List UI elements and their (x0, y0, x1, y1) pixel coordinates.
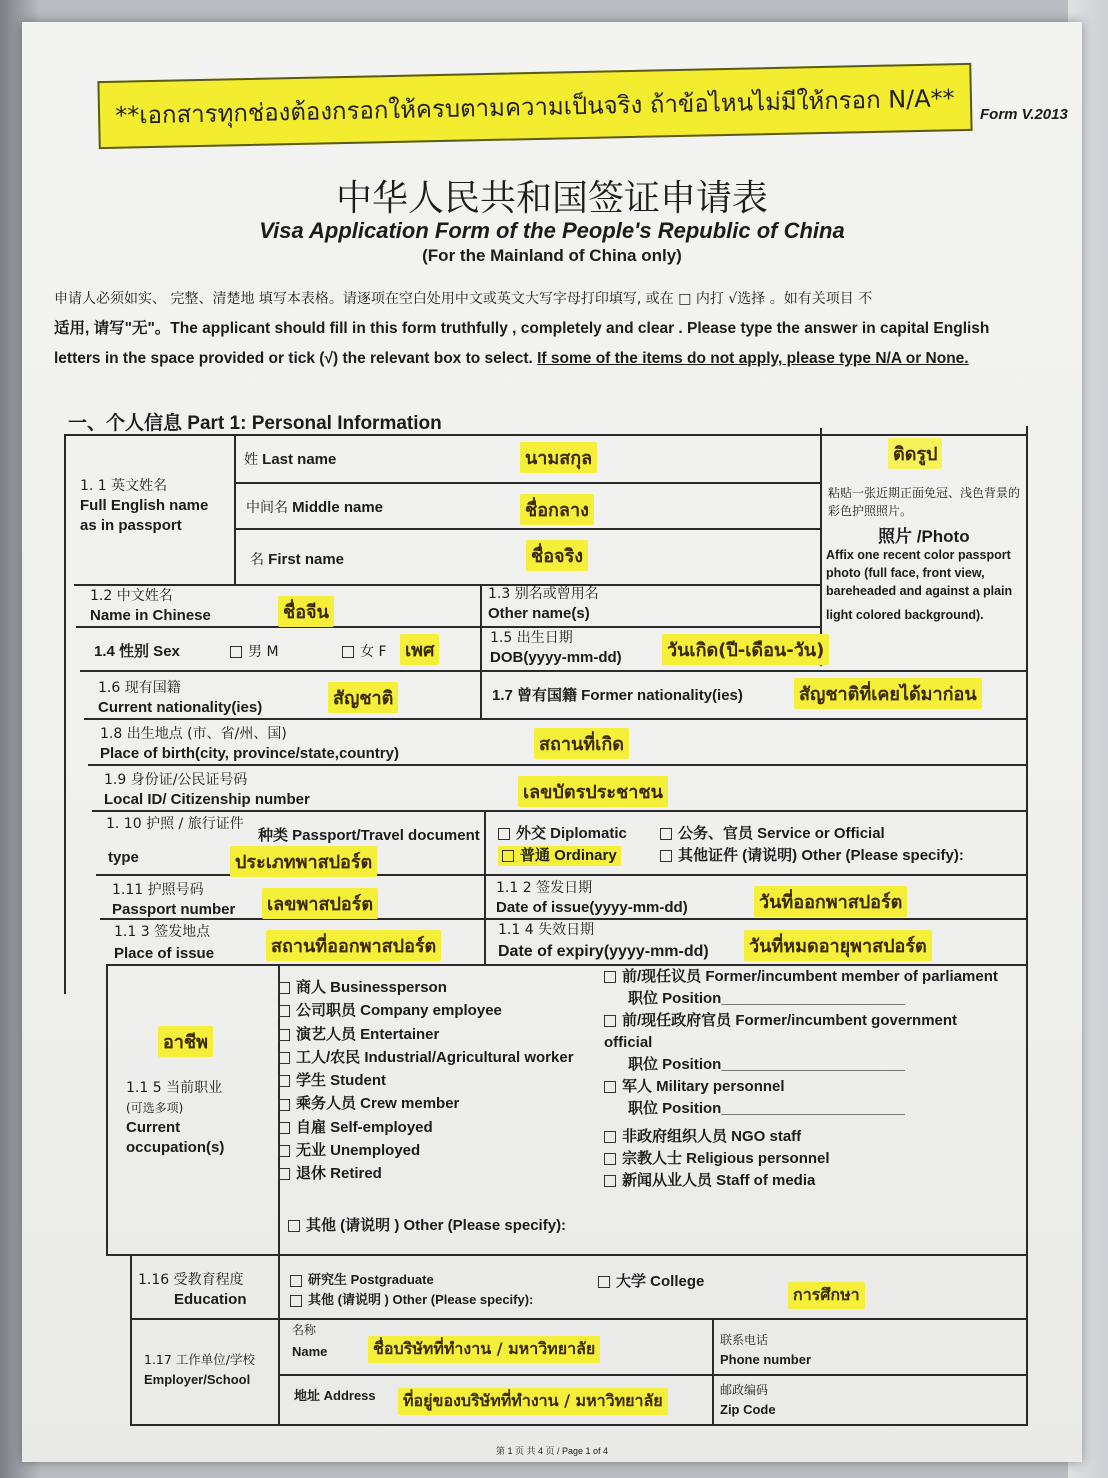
field-1-13-note: สถานที่ออกพาสปอร์ต (266, 930, 441, 961)
field-1-11-label (112, 880, 235, 920)
occ-worker[interactable] (278, 1046, 574, 1069)
checkbox-icon[interactable] (278, 1029, 290, 1041)
edu-college-label: 大学 College (616, 1273, 705, 1290)
employer-name-note: ชื่อบริษัทที่ทำงาน / มหาวิทยาลัย (368, 1336, 600, 1363)
position-label: 职位 Position (628, 990, 722, 1007)
grid-line (106, 966, 108, 1256)
edu-college[interactable] (598, 1272, 704, 1292)
occ-media-label: 新闻从业人员 Staff of media (622, 1172, 816, 1189)
field-1-7-note: สัญชาติที่เคยได้มาก่อน (794, 678, 982, 709)
field-1-12-cn: 1.1 2 签发日期 (496, 880, 593, 896)
checkbox-icon[interactable] (278, 1145, 290, 1157)
intro-line-3-underlined: If some of the items do not apply, please type N/A or None. (537, 350, 969, 367)
field-1-15-en2: occupation(s) (126, 1139, 225, 1156)
photo-instructions-cn: 粘贴一张近期正面免冠、浅色背景的彩色护照照片。 (828, 486, 1021, 518)
grid-line (130, 1256, 132, 1426)
sex-female-option[interactable] (342, 642, 387, 662)
field-1-13-label (114, 922, 214, 964)
field-1-12-note: วันที่ออกพาสปอร์ต (754, 886, 907, 917)
photo-en-2: photo (full face, front view, (826, 566, 985, 580)
occ-self-employed-label: 自雇 Self-employed (296, 1118, 433, 1136)
field-1-15-cn: 1.1 5 当前职业 (126, 1080, 223, 1096)
field-1-12-label (496, 878, 688, 918)
field-1-15-note: อาชีพ (158, 1026, 213, 1057)
last-name-note: นามสกุล (520, 442, 597, 473)
checkbox-icon[interactable] (502, 850, 514, 862)
occ-government-label: 前/现任政府官员 Former/incumbent government (622, 1012, 958, 1029)
occ-self-employed[interactable] (278, 1116, 574, 1139)
field-1-2-en: Name in Chinese (90, 607, 211, 624)
middle-name-cn: 中间名 (246, 500, 288, 516)
occupation-list-left (278, 976, 574, 1186)
intro-line-3 (54, 344, 1064, 374)
field-1-14-label (498, 920, 709, 962)
field-1-6-en: Current nationality(ies) (98, 699, 263, 716)
position-label: 职位 Position (628, 1100, 722, 1117)
checkbox-icon[interactable] (278, 1075, 290, 1087)
field-1-10-note: ประเภทพาสปอร์ต (230, 846, 377, 877)
field-1-3-label (488, 584, 599, 624)
field-1-5-cn: 1.5 出生日期 (490, 630, 573, 646)
field-1-7-label: 1.7 曾有国籍 Former nationality(ies) (492, 687, 743, 704)
employer-zip-label (720, 1380, 776, 1420)
checkbox-icon[interactable] (598, 1276, 610, 1288)
occ-government-2: official (604, 1034, 653, 1051)
field-1-4-label: 1.4 性别 Sex (94, 643, 180, 660)
checkbox-icon[interactable] (230, 646, 242, 658)
grid-line (64, 434, 1028, 436)
occ-ngo-label: 非政府组织人员 NGO staff (622, 1128, 802, 1145)
employer-address-note: ที่อยู่ของบริษัทที่ทำงาน / มหาวิทยาลัย (398, 1388, 668, 1415)
photo-instructions-en (826, 546, 1012, 624)
checkbox-icon[interactable] (660, 828, 672, 840)
field-1-6-label (98, 678, 262, 718)
employer-phone-label (720, 1330, 811, 1370)
field-1-13-en: Place of issue (114, 945, 215, 962)
position-label: 职位 Position (628, 1056, 722, 1073)
occupation-list-right (604, 966, 998, 1192)
occ-unemployed-label: 无业 Unemployed (296, 1142, 421, 1160)
photo-en-4: light colored background). (826, 608, 984, 622)
field-1-6-note: สัญชาติ (328, 682, 398, 713)
field-1-17-cn: 1.17 工作单位/学校 (144, 1352, 256, 1367)
doc-other-option[interactable] (660, 846, 964, 866)
checkbox-icon[interactable] (278, 1052, 290, 1064)
field-1-17-en: Employer/School (144, 1372, 251, 1387)
title-chinese: 中华人民共和国签证申请表 (335, 178, 768, 219)
grid-line (234, 434, 236, 586)
employer-phone-cn: 联系电话 (720, 1333, 769, 1347)
photo-en-3: bareheaded and against a plain (826, 584, 1013, 598)
checkbox-icon[interactable] (604, 971, 616, 983)
occ-student-label: 学生 Student (296, 1072, 386, 1090)
occ-retired-label: 退休 Retired (296, 1165, 382, 1183)
field-1-9-note: เลขบัตรประชาชน (518, 776, 668, 807)
checkbox-icon[interactable] (278, 1122, 290, 1134)
occ-religious-label: 宗教人士 Religious personnel (622, 1150, 830, 1167)
occ-government[interactable] (604, 1010, 998, 1032)
occ-other-label: 其他 (请说明 ) Other (Please specify): (306, 1217, 567, 1234)
photo-note: ติดรูป (888, 438, 942, 469)
doc-service-label: 公务、官员 Service or Official (678, 825, 885, 842)
field-1-15-label (126, 1078, 224, 1158)
checkbox-icon[interactable] (278, 982, 290, 994)
occ-military[interactable] (604, 1076, 998, 1098)
occ-company-employee[interactable] (278, 999, 574, 1022)
checkbox-icon[interactable] (278, 1099, 290, 1111)
occ-military-label: 军人 Military personnel (622, 1078, 785, 1095)
field-1-11-note: เลขพาสปอร์ต (262, 888, 378, 919)
doc-service-option[interactable] (660, 824, 885, 844)
middle-name-en: Middle name (292, 499, 384, 516)
field-1-5-note: วันเกิด(ปี-เดือน-วัน) (662, 634, 829, 665)
checkbox-icon[interactable] (278, 1005, 290, 1017)
sex-female-label: 女 F (360, 644, 387, 660)
field-1-9-cn: 1.9 身份证/公民证号码 (104, 772, 248, 788)
field-1-1-en2: as in passport (80, 517, 182, 534)
field-1-5-label (490, 628, 622, 668)
occ-entertainer-label: 演艺人员 Entertainer (296, 1025, 440, 1043)
occ-company-employee-label: 公司职员 Company employee (296, 1002, 502, 1020)
grid-line (484, 812, 486, 966)
occ-retired[interactable] (278, 1162, 574, 1185)
field-1-1-cn: 1. 1 英文姓名 (80, 478, 168, 494)
edu-other-label: 其他 (请说明 ) Other (Please specify): (308, 1292, 534, 1307)
field-1-3-en: Other name(s) (488, 605, 590, 622)
field-1-9-en: Local ID/ Citizenship number (104, 791, 310, 808)
occ-crew-label: 乘务人员 Crew member (296, 1095, 460, 1113)
occ-government-position[interactable]: 职位 Position______________________ (628, 1056, 905, 1073)
grid-line (234, 528, 820, 530)
grid-line (1026, 426, 1028, 1426)
field-1-15-en1: Current (126, 1119, 181, 1136)
edu-other[interactable] (290, 1290, 533, 1310)
grid-line (64, 434, 66, 994)
intro-line-1: 申请人必须如实、 完整、清楚地 填写本表格。请逐项在空白处用中文或英文大写字母打印填写, 或在 □ 内打 √选择 。如有关项目 不 (54, 291, 873, 307)
grid-line (92, 810, 1028, 812)
occ-parliament-label: 前/现任议员 Former/incumbent member of parliament (622, 968, 998, 985)
field-1-14-en: Date of expiry(yyyy-mm-dd) (498, 943, 709, 960)
last-name-cn: 姓 (244, 452, 258, 468)
checkbox-icon[interactable] (604, 1131, 616, 1143)
field-1-16-note: การศึกษา (788, 1282, 865, 1309)
grid-line (280, 1374, 1028, 1376)
middle-name-label (246, 498, 383, 518)
checkbox-icon[interactable] (604, 1081, 616, 1093)
field-1-6-cn: 1.6 现有国籍 (98, 680, 181, 696)
checkbox-icon[interactable] (604, 1175, 616, 1187)
doc-diplomatic-option[interactable] (498, 824, 627, 844)
checkbox-icon[interactable] (342, 646, 354, 658)
occ-other[interactable] (288, 1216, 566, 1236)
checkbox-icon[interactable] (288, 1220, 300, 1232)
occ-religious[interactable] (604, 1148, 998, 1170)
employer-name-cn: 名称 (292, 1323, 317, 1337)
middle-name-note: ชื่อกลาง (520, 494, 594, 525)
edu-postgraduate[interactable] (290, 1270, 434, 1290)
field-1-16-en: Education (174, 1291, 247, 1308)
field-1-17-label (144, 1350, 255, 1390)
checkbox-icon[interactable] (604, 1153, 616, 1165)
field-1-14-note: วันที่หมดอายุพาสปอร์ต (744, 930, 932, 961)
field-1-13-cn: 1.1 3 签发地点 (114, 924, 211, 940)
grid-line (480, 584, 482, 720)
field-1-10-label (106, 814, 244, 834)
part1-heading: 一、个人信息 Part 1: Personal Information (68, 413, 442, 434)
field-1-9-label (104, 770, 310, 810)
occ-media[interactable] (604, 1170, 998, 1192)
intro-line-3-text: letters in the space provided or tick (√) the relevant box to select. (54, 350, 533, 367)
grid-line (84, 718, 1028, 720)
occ-crew[interactable] (278, 1092, 574, 1115)
field-1-2-label (90, 586, 211, 626)
last-name-en: Last name (262, 451, 337, 468)
title-english: Visa Application Form of the People's Republic of China (259, 218, 845, 243)
field-1-12-en: Date of issue(yyyy-mm-dd) (496, 899, 688, 916)
checkbox-icon[interactable] (278, 1168, 290, 1180)
occ-unemployed[interactable] (278, 1139, 574, 1162)
doc-other-label: 其他证件 (请说明) Other (Please specify): (678, 847, 964, 864)
field-1-14-cn: 1.1 4 失效日期 (498, 922, 595, 938)
occ-worker-label: 工人/农民 Industrial/Agricultural worker (296, 1048, 574, 1066)
grid-line (88, 764, 1028, 766)
occ-businessperson-label: 商人 Businessperson (296, 979, 447, 996)
field-1-8-en: Place of birth(city, province/state,country) (100, 745, 399, 762)
field-1-8-label (100, 724, 399, 764)
grid-line (130, 1424, 1028, 1426)
occ-student[interactable] (278, 1069, 574, 1092)
grid-line (234, 482, 820, 484)
first-name-cn: 名 (250, 552, 264, 568)
checkbox-icon[interactable] (498, 828, 510, 840)
sex-male-option[interactable] (230, 642, 279, 662)
occ-entertainer[interactable] (278, 1023, 574, 1046)
title-subtitle: (For the Mainland of China only) (422, 246, 682, 265)
grid-line (80, 670, 1028, 672)
occ-parliament-position[interactable]: 职位 Position______________________ (628, 990, 905, 1007)
employer-name-label (292, 1320, 327, 1362)
occ-businessperson[interactable] (278, 976, 574, 999)
field-1-3-cn: 1.3 别名或曾用名 (488, 586, 599, 602)
first-name-note: ชื่อจริง (526, 540, 588, 571)
checkbox-icon[interactable] (290, 1295, 302, 1307)
field-1-10-cn: 1. 10 护照 / 旅行证件 (106, 816, 244, 832)
employer-zip-en: Zip Code (720, 1402, 776, 1417)
first-name-label (250, 550, 344, 570)
form-sheet (22, 22, 1082, 1462)
field-1-5-en: DOB(yyyy-mm-dd) (490, 649, 622, 666)
employer-phone-en: Phone number (720, 1352, 812, 1367)
checkbox-icon[interactable] (660, 850, 672, 862)
employer-name-en: Name (292, 1344, 328, 1359)
grid-line (76, 626, 820, 628)
doc-ordinary-option[interactable] (498, 846, 621, 866)
last-name-label (244, 450, 336, 470)
field-1-10-type: type (108, 849, 139, 866)
field-1-16-cn: 1.16 受教育程度 (138, 1272, 244, 1288)
field-1-11-cn: 1.11 护照号码 (112, 882, 204, 898)
field-1-10-sub: 种类 Passport/Travel document (258, 827, 480, 844)
edu-postgraduate-label: 研究生 Postgraduate (308, 1272, 434, 1287)
field-1-8-cn: 1.8 出生地点 (市、省/州、国) (100, 726, 287, 742)
sex-male-label: 男 M (248, 644, 279, 660)
employer-zip-cn: 邮政编码 (720, 1383, 769, 1397)
grid-line (712, 1320, 714, 1426)
field-1-8-note: สถานที่เกิด (534, 728, 629, 759)
first-name-en: First name (268, 551, 345, 568)
photo-label: 照片 /Photo (878, 527, 970, 546)
field-1-1-label (80, 476, 208, 536)
doc-diplomatic-label: 外交 Diplomatic (516, 825, 627, 842)
checkbox-icon[interactable] (604, 1015, 616, 1027)
occ-parliament[interactable] (604, 966, 998, 988)
field-1-2-note: ชื่อจีน (278, 596, 334, 627)
occ-military-position[interactable]: 职位 Position______________________ (628, 1100, 905, 1117)
grid-line (106, 1254, 1028, 1256)
intro-line-2: 适用, 请写"无"。The applicant should fill in this form truthfully , completely and clear . Please type the answer in capital English (54, 320, 990, 337)
form-version: Form V.2013 (980, 106, 1068, 123)
field-1-16-label (138, 1270, 247, 1310)
field-1-15-cn2: (可选多项) (126, 1101, 184, 1115)
field-1-4-note: เพศ (400, 634, 439, 665)
occ-ngo[interactable] (604, 1126, 998, 1148)
field-1-1-en1: Full English name (80, 497, 209, 514)
doc-ordinary-label: 普通 Ordinary (520, 847, 617, 864)
field-1-2-cn: 1.2 中文姓名 (90, 588, 173, 604)
grid-line (130, 1318, 1028, 1320)
grid-line (820, 428, 822, 666)
page-footer: 第 1 页 共 4 页 / Page 1 of 4 (495, 1446, 609, 1456)
employer-address-label: 地址 Address (294, 1388, 376, 1403)
photo-en-1: Affix one recent color passport (826, 548, 1011, 562)
field-1-11-en: Passport number (112, 901, 236, 918)
instruction-banner: **เอกสารทุกช่องต้องกรอกให้ครบตามความเป็นจริง ถ้าข้อไหนไม่มีให้กรอก N/A** (97, 63, 972, 149)
checkbox-icon[interactable] (290, 1275, 302, 1287)
